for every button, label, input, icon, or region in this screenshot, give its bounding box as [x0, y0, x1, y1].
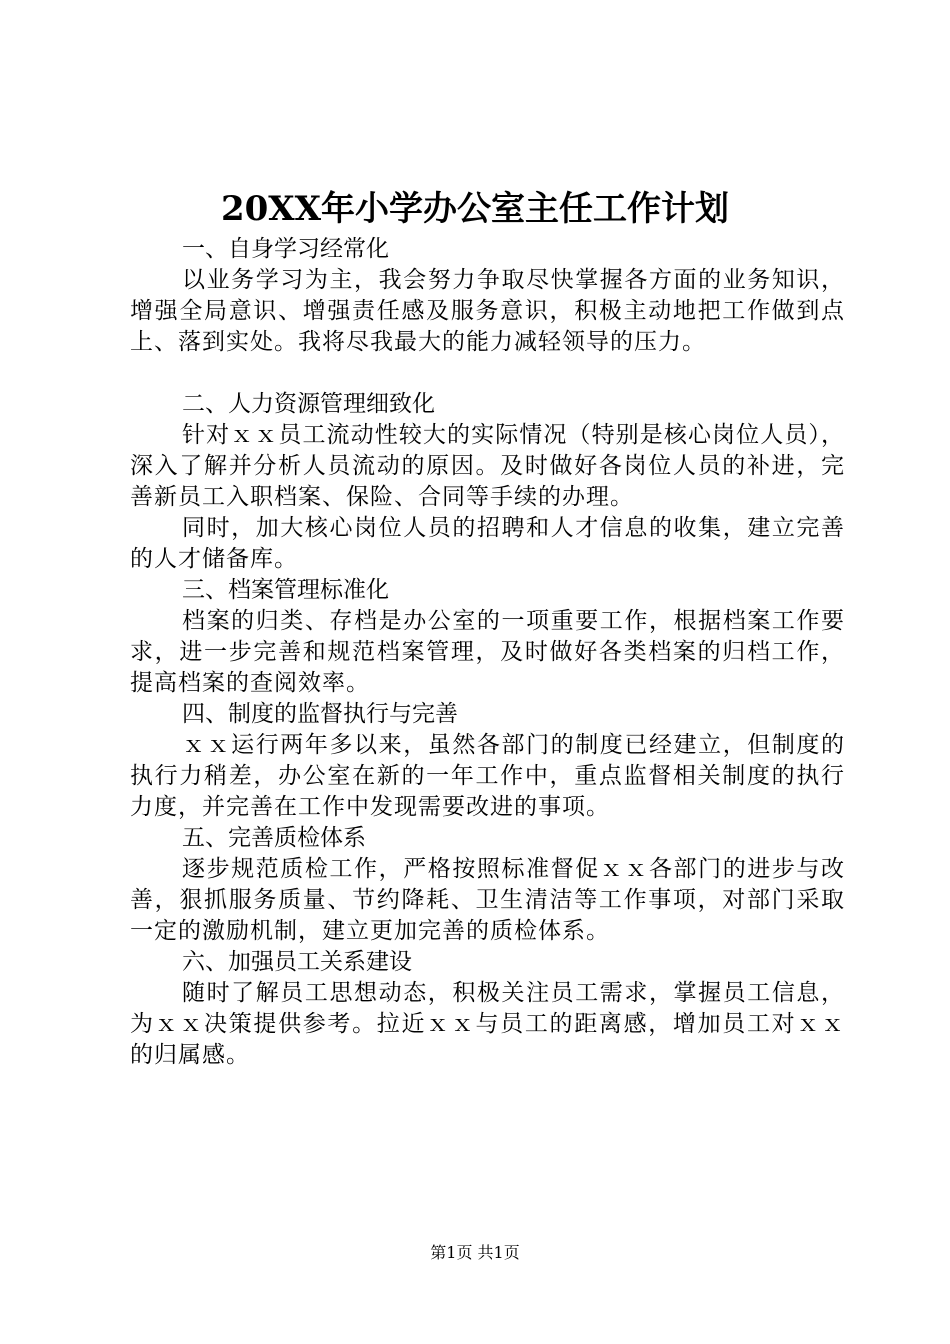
section-paragraph-5-1: 逐步规范质检工作，严格按照标准督促ｘｘ各部门的进步与改善，狠抓服务质量、节约降耗、卫生清洁等工作事项，对部门采取一定的激励机制，建立更加完善的质检体系。	[130, 856, 845, 944]
section-paragraph-2-1: 针对ｘｘ员工流动性较大的实际情况（特别是核心岗位人员），深入了解并分析人员流动的原因。及时做好各岗位人员的补进，完善新员工入职档案、保险、合同等手续的办理。	[130, 422, 845, 510]
section-heading-1: 一、自身学习经常化	[182, 236, 389, 262]
section-paragraph-4-1: ｘｘ运行两年多以来，虽然各部门的制度已经建立，但制度的执行力稍差，办公室在新的一年工作中，重点监督相关制度的执行力度，并完善在工作中发现需要改进的事项。	[130, 732, 845, 820]
section-paragraph-3-1: 档案的归类、存档是办公室的一项重要工作，根据档案工作要求，进一步完善和规范档案管理，及时做好各类档案的归档工作，提高档案的查阅效率。	[130, 608, 845, 696]
section-heading-3: 三、档案管理标准化	[182, 577, 389, 603]
page-footer: 第1页 共1页	[430, 1243, 520, 1262]
section-heading-2: 二、人力资源管理细致化	[182, 391, 435, 417]
section-heading-4: 四、制度的监督执行与完善	[182, 701, 458, 727]
section-heading-5: 五、完善质检体系	[182, 825, 366, 851]
section-paragraph-1-1: 以业务学习为主，我会努力争取尽快掌握各方面的业务知识，增强全局意识、增强责任感及服务意识，积极主动地把工作做到点上、落到实处。我将尽我最大的能力减轻领导的压力。	[130, 267, 845, 355]
section-heading-6: 六、加强员工关系建设	[182, 949, 412, 975]
document-title: 20XX年小学办公室主任工作计划	[220, 189, 730, 229]
section-paragraph-6-1: 随时了解员工思想动态，积极关注员工需求，掌握员工信息，为ｘｘ决策提供参考。拉近ｘｘ与员工的距离感，增加员工对ｘｘ的归属感。	[130, 980, 845, 1068]
paragraph-spacer	[130, 358, 845, 389]
document-body	[130, 234, 845, 1071]
section-paragraph-2-2: 同时，加大核心岗位人员的招聘和人才信息的收集，建立完善的人才储备库。	[130, 515, 845, 572]
